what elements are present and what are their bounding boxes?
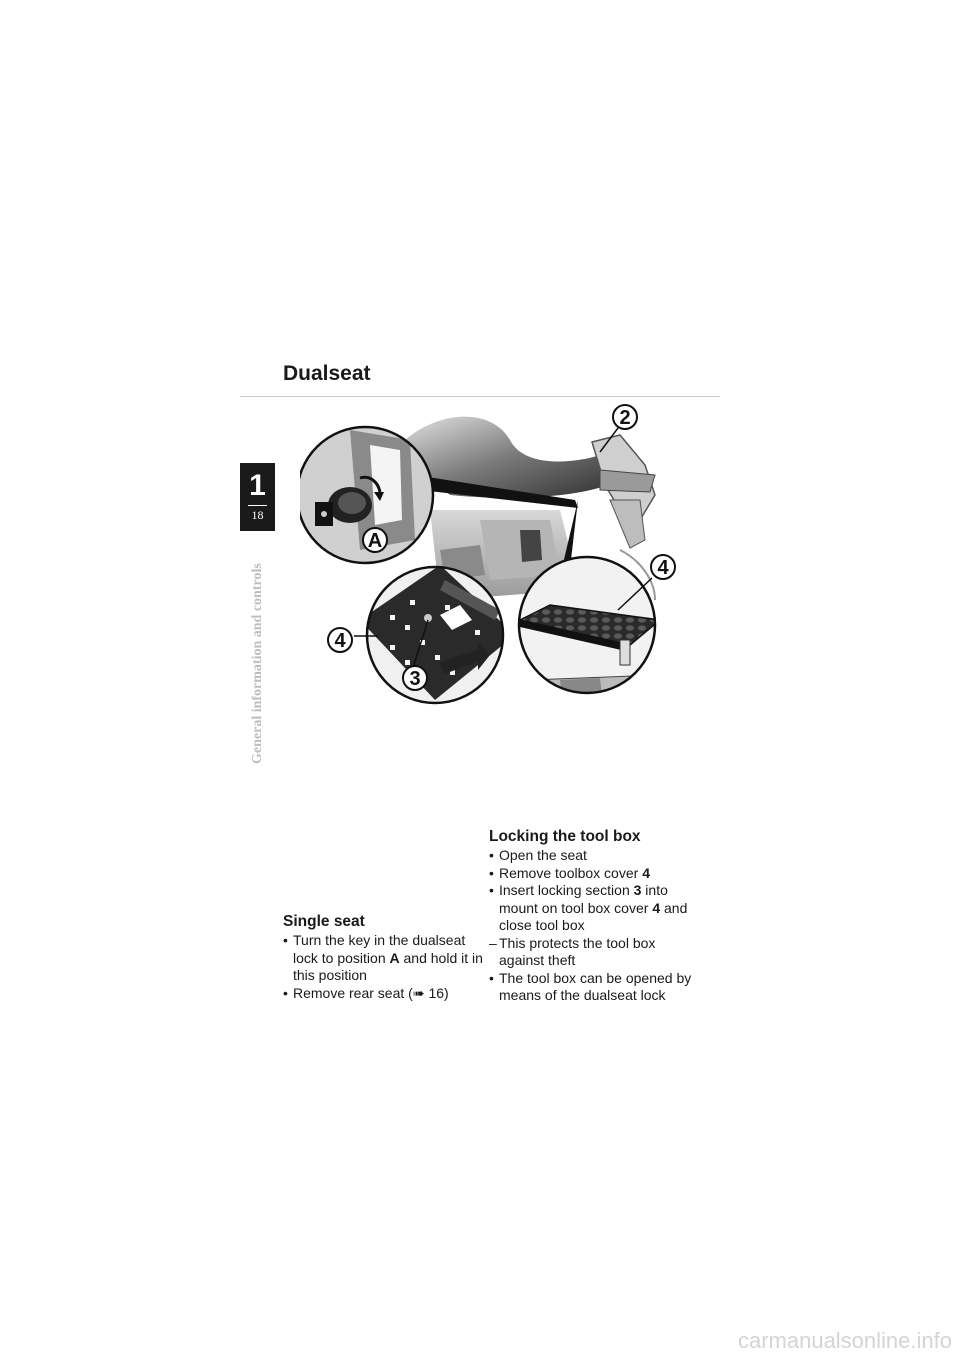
page-title: Dualseat xyxy=(283,362,371,385)
page-number: 18 xyxy=(251,508,264,522)
bullet-marker: • xyxy=(489,969,494,986)
position-ref: A xyxy=(389,949,400,966)
list-item xyxy=(283,985,483,1003)
callout-3-label: 3 xyxy=(409,668,421,690)
chapter-divider xyxy=(248,505,267,506)
watermark: carmanualsonline.info xyxy=(737,1328,952,1353)
item-text: and hold it in this position xyxy=(293,949,483,983)
list-item xyxy=(489,882,704,935)
bullet-marker: • xyxy=(489,864,494,881)
list-item xyxy=(283,932,483,985)
list-item xyxy=(489,935,704,970)
locking-toolbox-section xyxy=(489,828,704,1005)
page-ref[interactable]: 16) xyxy=(424,984,449,1001)
side-chapter-label: General information and controls xyxy=(250,563,265,764)
side-chapter-label-wrap xyxy=(250,549,270,764)
callout-4-right xyxy=(651,555,675,579)
item-text: into mount on tool box cover xyxy=(499,882,668,916)
title-divider xyxy=(240,396,720,397)
toolbox-cover-detail-circle xyxy=(519,557,660,700)
bullet-marker: • xyxy=(283,984,288,1001)
locking-heading: Locking the tool box xyxy=(489,828,641,845)
item-text: The tool box can be opened by means of the dualseat lock xyxy=(499,969,692,1003)
single-seat-heading: Single seat xyxy=(283,913,365,930)
list-item xyxy=(489,847,704,865)
callout-4-left xyxy=(328,628,352,652)
single-seat-list xyxy=(283,932,483,1002)
callout-2-label: 2 xyxy=(619,407,631,429)
callout-2 xyxy=(613,405,637,429)
callout-4-left-label: 4 xyxy=(334,630,346,652)
item-text: and close tool box xyxy=(499,899,688,933)
item-text: Open the seat xyxy=(499,847,587,863)
dash-marker: – xyxy=(489,934,497,951)
dualseat-illustration xyxy=(300,400,690,720)
part-ref: 4 xyxy=(642,864,650,881)
locking-list xyxy=(489,847,704,1005)
chapter-tab xyxy=(240,463,275,531)
callout-A-label: A xyxy=(367,530,383,552)
bullet-marker: • xyxy=(489,847,494,863)
list-item xyxy=(489,865,704,883)
single-seat-section xyxy=(283,913,483,1002)
bullet-marker: • xyxy=(489,882,494,898)
bullet-marker: • xyxy=(283,932,288,948)
item-text: Turn the key in the dualseat lock to position xyxy=(293,932,466,966)
item-text: Insert locking section xyxy=(499,882,634,898)
list-item xyxy=(489,970,704,1005)
part-ref: 3 xyxy=(633,882,642,898)
item-text: Remove rear seat ( xyxy=(293,984,413,1001)
callout-3 xyxy=(403,666,427,690)
callout-4-right-label: 4 xyxy=(657,557,669,579)
page-ref-arrow-icon: ➠ xyxy=(412,984,425,1001)
part-ref: 4 xyxy=(652,899,661,916)
chapter-number: 1 xyxy=(249,469,266,502)
callout-A xyxy=(363,528,387,552)
item-text: This protects the tool box against theft xyxy=(499,934,656,968)
item-text: Remove toolbox cover xyxy=(499,864,643,881)
